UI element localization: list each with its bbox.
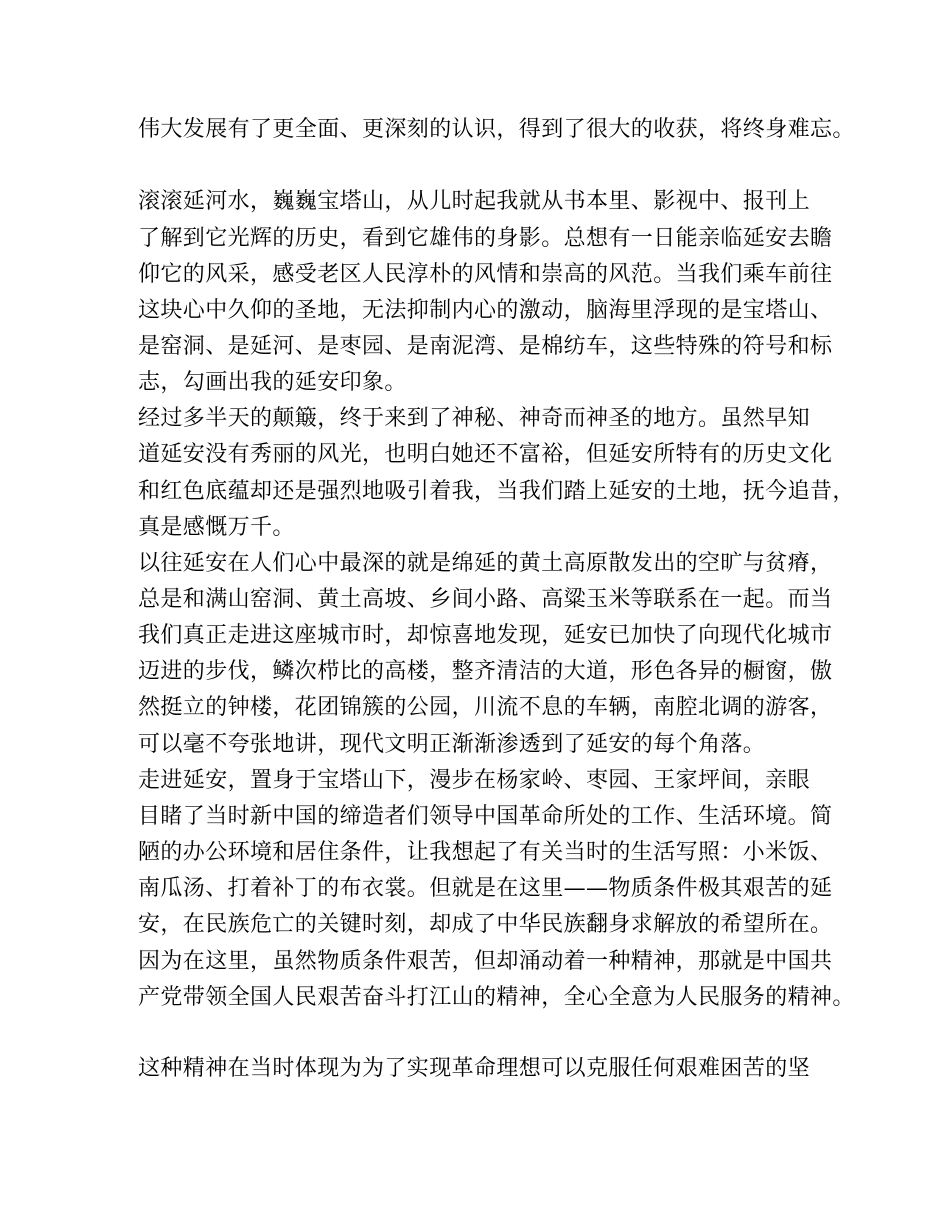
text-line: 和红色底蕴却还是强烈地吸引着我，当我们踏上延安的土地，抚今追昔， xyxy=(138,479,855,504)
text-line: 安，在民族危亡的关键时刻，却成了中华民族翻身求解放的希望所在。 xyxy=(138,912,833,937)
text-line: 伟大发展有了更全面、更深刻的认识，得到了很大的收获，将终身难忘。 xyxy=(138,117,855,142)
text-line: 产党带领全国人民艰苦奋斗打江山的精神，全心全意为人民服务的精神。 xyxy=(138,985,855,1010)
text-line: 我们真正走进这座城市时，却惊喜地发现，延安已加快了向现代化城市 xyxy=(138,623,833,648)
text-line: 真是感慨万千。 xyxy=(138,515,295,540)
text-line: 总是和满山窑洞、黄土高坡、乡间小路、高粱玉米等联系在一起。而当 xyxy=(138,587,833,612)
text-line: 迈进的步伐，鳞次栉比的高楼，整齐清洁的大道，形色各异的橱窗，傲 xyxy=(138,659,833,684)
text-line: 志，勾画出我的延安印象。 xyxy=(138,370,407,395)
text-line: 然挺立的钟楼，花团锦簇的公园，川流不息的车辆，南腔北调的游客， xyxy=(138,695,833,720)
text-line: 是窑洞、是延河、是枣园、是南泥湾、是棉纺车，这些特殊的符号和标 xyxy=(138,334,833,359)
text-line: 因为在这里，虽然物质条件艰苦，但却涌动着一种精神，那就是中国共 xyxy=(138,949,833,974)
text-line: 走进延安，置身于宝塔山下，漫步在杨家岭、枣园、王家坪间，亲眼 xyxy=(138,768,811,793)
text-line: 以往延安在人们心中最深的就是绵延的黄土高原散发出的空旷与贫瘠， xyxy=(138,551,833,576)
text-line: 陋的办公环境和居住条件，让我想起了有关当时的生活写照：小米饭、 xyxy=(138,840,833,865)
text-line: 可以毫不夸张地讲，现代文明正渐渐渗透到了延安的每个角落。 xyxy=(138,732,766,757)
text-line: 道延安没有秀丽的风光，也明白她还不富裕，但延安所特有的历史文化 xyxy=(138,442,833,467)
text-line: 滚滚延河水，巍巍宝塔山，从儿时起我就从书本里、影视中、报刊上 xyxy=(138,189,811,214)
text-line: 经过多半天的颠簸，终于来到了神秘、神奇而神圣的地方。虽然早知 xyxy=(138,406,811,431)
text-line: 这块心中久仰的圣地，无法抑制内心的激动，脑海里浮现的是宝塔山、 xyxy=(138,298,833,323)
text-line: 了解到它光辉的历史，看到它雄伟的身影。总想有一日能亲临延安去瞻 xyxy=(138,226,833,251)
text-line: 这种精神在当时体现为为了实现革命理想可以克服任何艰难困苦的坚 xyxy=(138,1056,811,1081)
text-line: 仰它的风采，感受老区人民淳朴的风情和崇高的风范。当我们乘车前往 xyxy=(138,262,833,287)
text-line: 南瓜汤、打着补丁的布衣裳。但就是在这里——物质条件极其艰苦的延 xyxy=(138,876,833,901)
text-line: 目睹了当时新中国的缔造者们领导中国革命所处的工作、生活环境。简 xyxy=(138,804,833,829)
